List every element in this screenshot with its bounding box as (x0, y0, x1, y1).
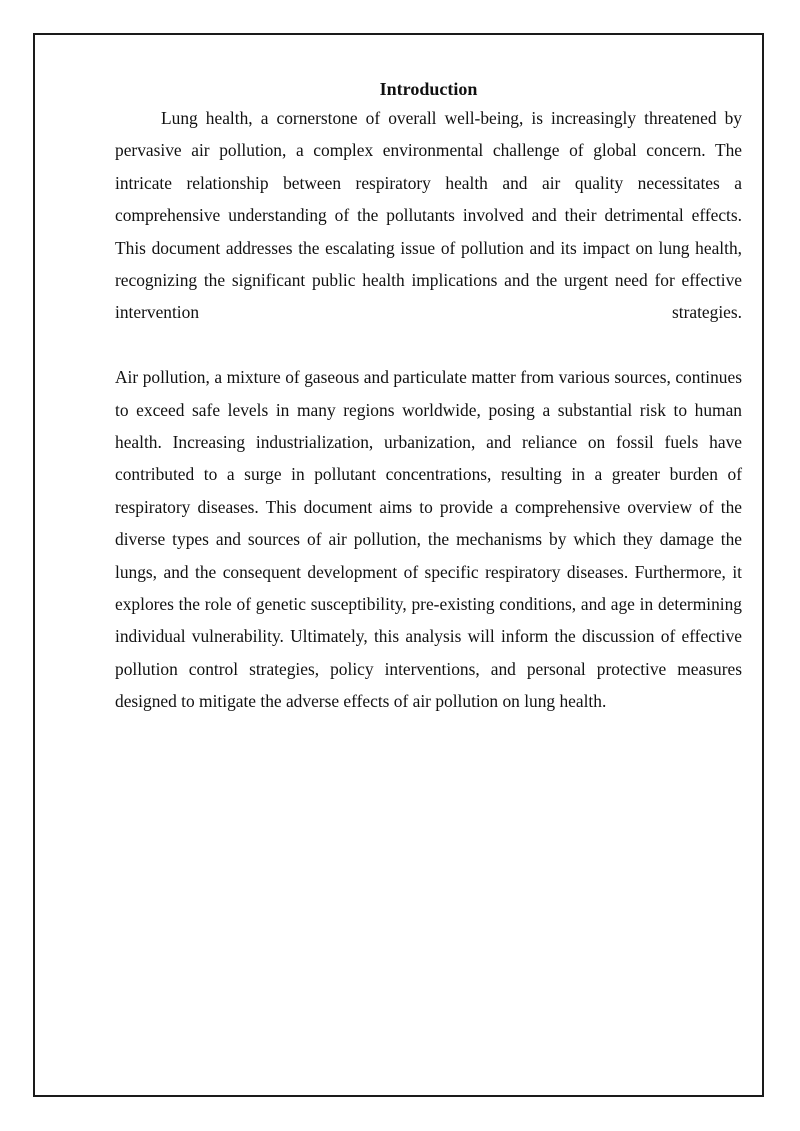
section-title: Introduction (379, 79, 478, 99)
paragraph-air-pollution: Air pollution, a mixture of gaseous and particulate matter from various sources, continues to exceed safe levels in many regions worldwide, posing a substantial risk to human health. Increasing industrialization, urbanization, and reliance on fossil fuels have contributed to a surge in pollutant concentrations, resulting in a greater burden of respiratory diseases. This document aims to provide a comprehensive overview of the diverse types and sources of air pollution, the mechanisms by which they damage the lungs, and the consequent development of specific respiratory diseases. Furthermore, it explores the role of genetic susceptibility, pre-existing conditions, and age in determining individual vulnerability. Ultimately, this analysis will inform the discussion of effective pollution control strategies, policy interventions, and personal protective measures designed to mitigate the adverse effects of air pollution on lung health. (115, 367, 742, 712)
paragraph-gap (115, 329, 742, 361)
paragraph-intro: Lung health, a cornerstone of overall well-being, is increasingly threatened by pervasive air pollution, a complex environmental challenge of global concern. The intricate relationship between respiratory health and air quality necessitates a comprehensive understanding of the pollutants involved and their detrimental effects. This document addresses the escalating issue of pollution and its impact on lung health, recognizing the significant public health implications and the urgent need for effective intervention strategies. (115, 108, 742, 323)
document-body (115, 78, 742, 718)
